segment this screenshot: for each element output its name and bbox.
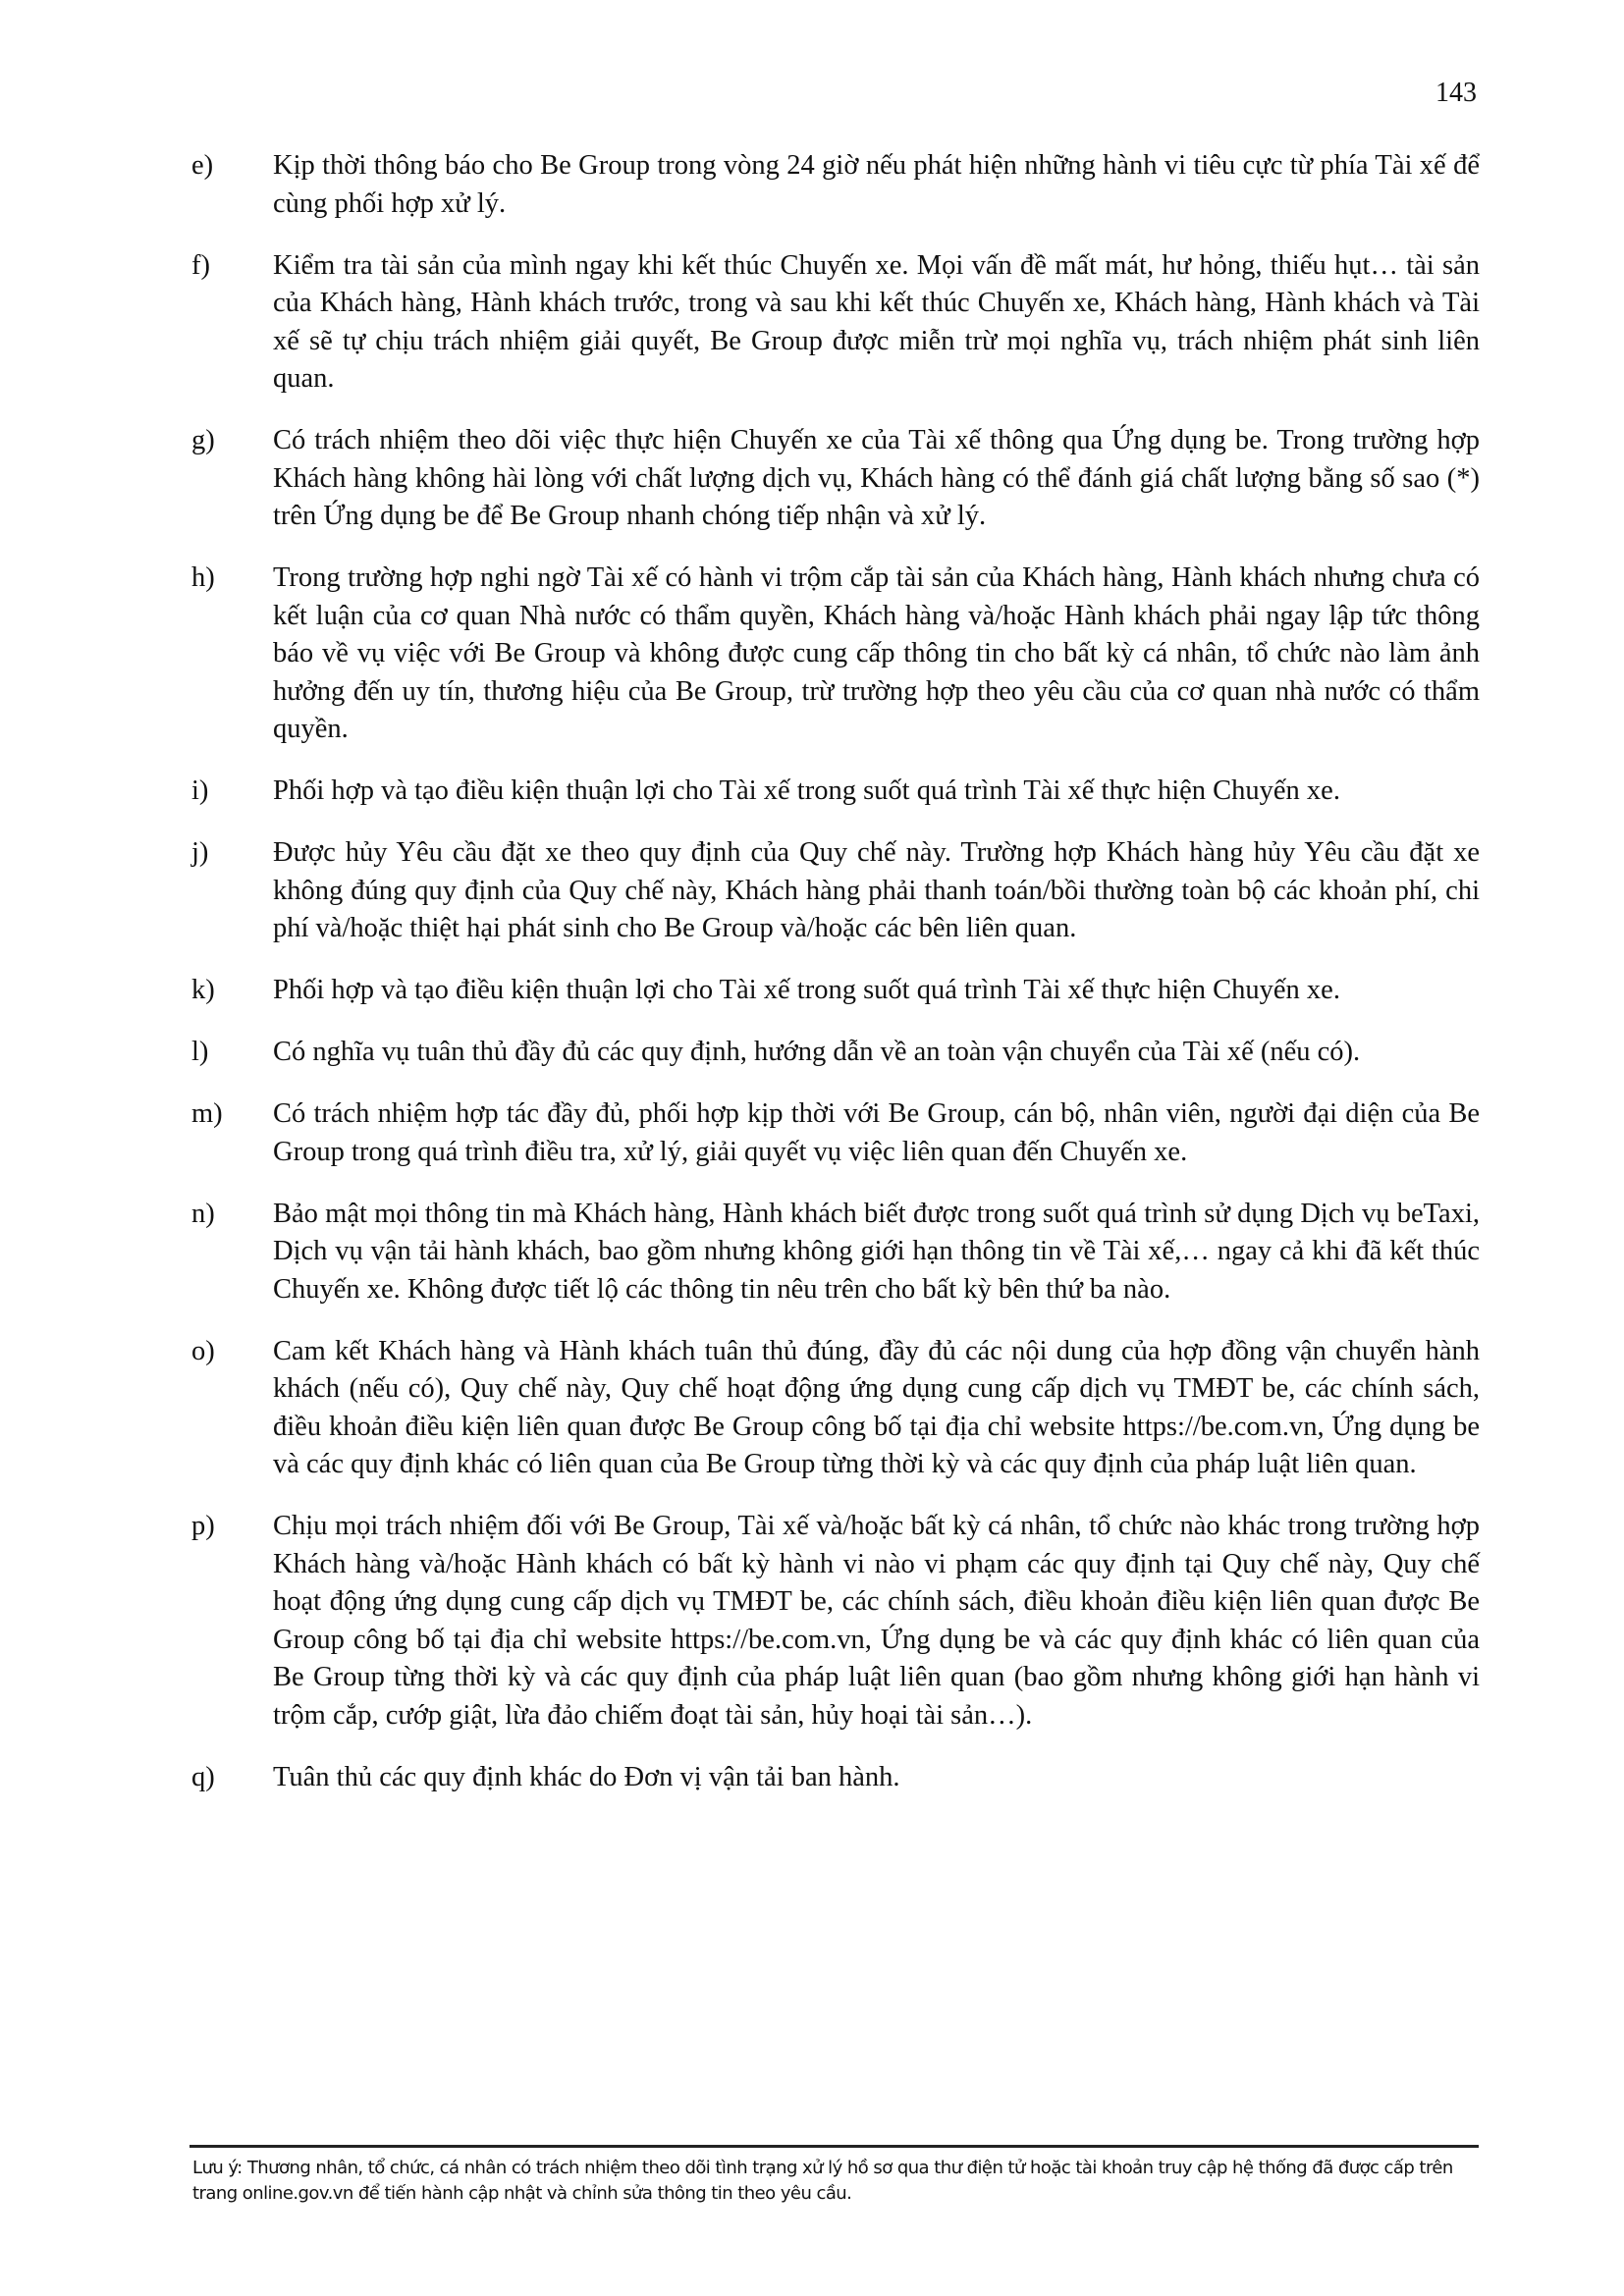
item-text: Có trách nhiệm hợp tác đầy đủ, phối hợp kịp thời với Be Group, cán bộ, nhân viên, người đại diện của Be Group trong quá trình điều tra, xử lý, giải quyết vụ việc liên quan đến Chuyến xe. (273, 1098, 1480, 1167)
item-text: Tuân thủ các quy định khác do Đơn vị vận tải ban hành. (273, 1761, 900, 1792)
item-label: o) (191, 1335, 215, 1366)
item-text: Được hủy Yêu cầu đặt xe theo quy định của Quy chế này. Trường hợp Khách hàng hủy Yêu cầu đặt xe không đúng quy định của Quy chế này, Khách hàng phải thanh toán/bồi thường toàn bộ các khoản phí, chi phí và/hoặc thiệt hại phát sinh cho Be Group và/hoặc các bên liên quan. (273, 837, 1480, 943)
item-text: Bảo mật mọi thông tin mà Khách hàng, Hành khách biết được trong suốt quá trình sử dụng Dịch vụ beTaxi, Dịch vụ vận tải hành khách, bao gồm nhưng không giới hạn thông tin về Tài xế,… ngay cả khi đã kết thúc Chuyến xe. Không được tiết lộ các thông tin nêu trên cho bất kỳ bên thứ ba nào. (273, 1198, 1480, 1305)
item-label: g) (191, 425, 215, 455)
item-text: Cam kết Khách hàng và Hành khách tuân thủ đúng, đầy đủ các nội dung của hợp đồng vận chuyển hành khách (nếu có), Quy chế này, Quy chế hoạt động ứng dụng cung cấp dịch vụ TMĐT be, các chính sách, điều khoản điều kiện liên quan được Be Group công bố tại địa chỉ website https://be.com.vn, Ứng dụng be và các quy định khác có liên quan của Be Group từng thời kỳ và các quy định của pháp luật liên quan. (273, 1335, 1480, 1479)
list-item (191, 560, 1480, 749)
list-item (191, 773, 1480, 811)
list-item (191, 834, 1480, 948)
item-label: f) (191, 249, 210, 281)
item-text: Kịp thời thông báo cho Be Group trong vòng 24 giờ nếu phát hiện những hành vi tiêu cực từ phía Tài xế để cùng phối hợp xử lý. (273, 150, 1480, 219)
footer-divider (189, 2145, 1479, 2148)
item-label: m) (191, 1098, 223, 1129)
page-number: 143 (1435, 78, 1477, 108)
list-item (191, 1034, 1480, 1072)
item-label: j) (191, 837, 209, 868)
item-label: l) (191, 1037, 209, 1067)
list-item (191, 1333, 1480, 1484)
item-text: Kiểm tra tài sản của mình ngay khi kết thúc Chuyến xe. Mọi vấn đề mất mát, hư hỏng, thiếu hụt… tài sản của Khách hàng, Hành khách trước, trong và sau khi kết thúc Chuyến xe, Khách hàng, Hành khách và Tài xế sẽ tự chịu trách nhiệm giải quyết, Be Group được miễn trừ mọi nghĩa vụ, trách nhiệm phát sinh liên quan. (273, 249, 1480, 394)
item-text: Có nghĩa vụ tuân thủ đầy đủ các quy định, hướng dẫn về an toàn vận chuyển của Tài xế (nếu có). (273, 1037, 1361, 1067)
list-item (191, 1095, 1480, 1171)
item-label: k) (191, 975, 215, 1005)
item-label: i) (191, 775, 209, 806)
item-text: Phối hợp và tạo điều kiện thuận lợi cho Tài xế trong suốt quá trình Tài xế thực hiện Chuyến xe. (273, 975, 1340, 1005)
item-text: Phối hợp và tạo điều kiện thuận lợi cho Tài xế trong suốt quá trình Tài xế thực hiện Chuyến xe. (273, 775, 1340, 806)
item-label: h) (191, 562, 215, 593)
item-label: e) (191, 150, 214, 181)
list-item (191, 422, 1480, 536)
item-text: Có trách nhiệm theo dõi việc thực hiện Chuyến xe của Tài xế thông qua Ứng dụng be. Trong trường hợp Khách hàng không hài lòng với chất lượng dịch vụ, Khách hàng có thể đánh giá chất lượng bằng số sao (*) trên Ứng dụng be để Be Group nhanh chóng tiếp nhận và xử lý. (273, 425, 1480, 531)
list-item (191, 1196, 1480, 1309)
obligations-list (191, 147, 1480, 1821)
footer-note: Lưu ý: Thương nhân, tổ chức, cá nhân có trách nhiệm theo dõi tình trạng xử lý hồ sơ qua thư điện tử hoặc tài khoản truy cập hệ thống đã được cấp trên trang online.gov.vn để tiến hành cập nhật và chỉnh sửa thông tin theo yêu cầu. (192, 2158, 1453, 2204)
list-item (191, 1759, 1480, 1797)
item-label: n) (191, 1198, 215, 1229)
item-text: Trong trường hợp nghi ngờ Tài xế có hành vi trộm cắp tài sản của Khách hàng, Hành khách nhưng chưa có kết luận của cơ quan Nhà nước có thẩm quyền, Khách hàng và/hoặc Hành khách phải ngay lập tức thông báo về vụ việc với Be Group và không được cung cấp thông tin cho bất kỳ cá nhân, tổ chức nào làm ảnh hưởng đến uy tín, thương hiệu của Be Group, trừ trường hợp theo yêu cầu của cơ quan nhà nước có thẩm quyền. (273, 562, 1480, 744)
list-item (191, 1508, 1480, 1735)
item-label: p) (191, 1511, 215, 1541)
list-item (191, 972, 1480, 1010)
list-item (191, 147, 1480, 223)
item-text: Chịu mọi trách nhiệm đối với Be Group, Tài xế và/hoặc bất kỳ cá nhân, tổ chức nào khác trong trường hợp Khách hàng và/hoặc Hành khách có bất kỳ hành vi nào vi phạm các quy định tại Quy chế này, Quy chế hoạt động ứng dụng cung cấp dịch vụ TMĐT be, các chính sách, điều khoản điều kiện liên quan được Be Group công bố tại địa chỉ website https://be.com.vn, Ứng dụng be và các quy định khác có liên quan của Be Group từng thời kỳ và các quy định của pháp luật liên quan (bao gồm nhưng không giới hạn hành vi trộm cắp, cướp giật, lừa đảo chiếm đoạt tài sản, hủy hoại tài sản…). (273, 1511, 1480, 1731)
list-item (191, 247, 1480, 399)
item-label: q) (191, 1761, 215, 1792)
